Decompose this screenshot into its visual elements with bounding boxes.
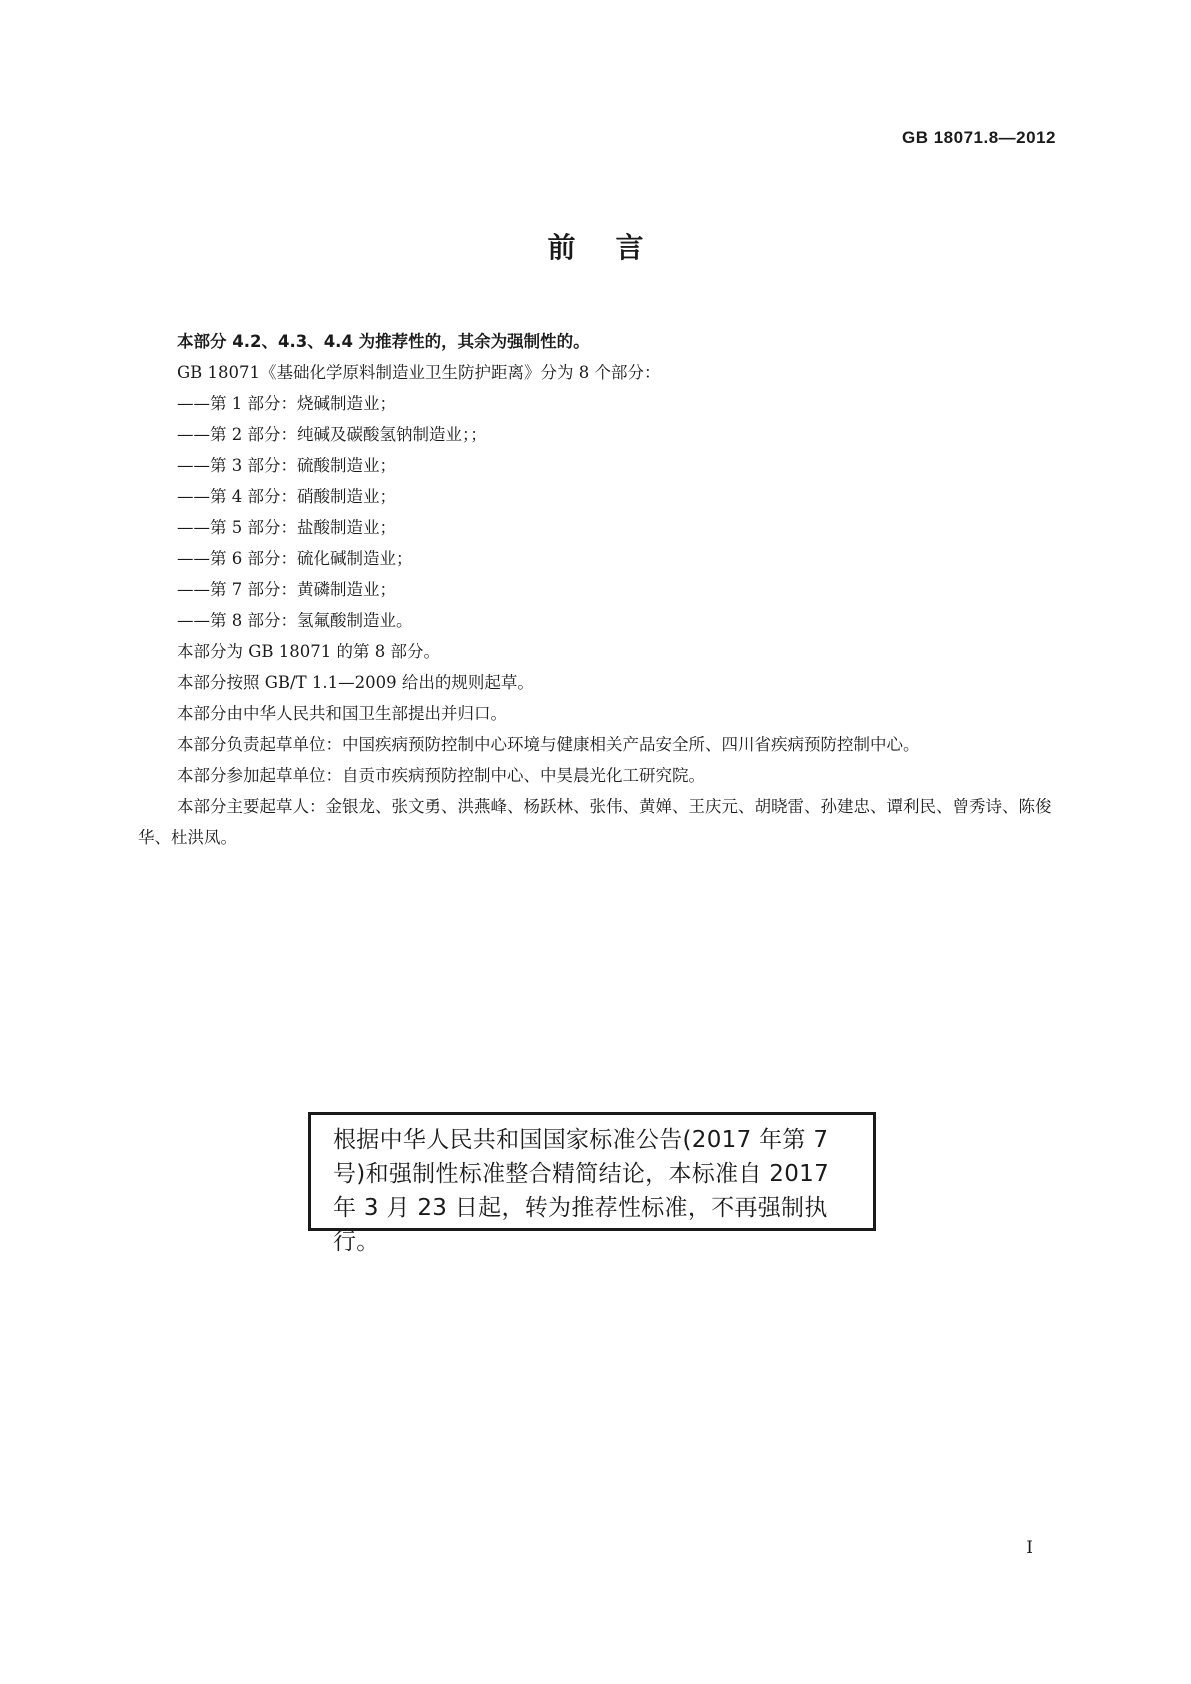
list-item-part-4: ——第 4 部分：硝酸制造业；: [177, 487, 396, 506]
paragraph-part-number: 本部分为 GB 18071 的第 8 部分。: [177, 642, 441, 661]
list-item-part-8: ——第 8 部分：氢氟酸制造业。: [177, 611, 413, 630]
list-item-part-2: ——第 2 部分：纯碱及碳酸氢钠制造业；；: [177, 425, 487, 444]
list-item-part-6: ——第 6 部分：硫化碱制造业；: [177, 549, 413, 568]
list-item-part-5: ——第 5 部分：盐酸制造业；: [177, 518, 396, 537]
paragraph-parts-intro: GB 18071《基础化学原料制造业卫生防护距离》分为 8 个部分：: [177, 363, 661, 382]
page-number: I: [1026, 1538, 1033, 1558]
paragraph-drafters: 本部分主要起草人：金银龙、张文勇、洪燕峰、杨跃林、张伟、黄婵、王庆元、胡晓雷、孙建忠、谭利民、曾秀诗、陈俊华、杜洪凤。: [138, 797, 1052, 847]
foreword-body: [138, 326, 1054, 853]
paragraph-drafting-rules: 本部分按照 GB/T 1.1—2009 给出的规则起草。: [177, 673, 534, 692]
notice-box: 根据中华人民共和国国家标准公告(2017 年第 7 号)和强制性标准整合精简结论，本标准自 2017 年 3 月 23 日起，转为推荐性标准，不再强制执行。: [308, 1112, 876, 1231]
list-item-part-3: ——第 3 部分：硫酸制造业；: [177, 456, 396, 475]
paragraph-responsible-units: 本部分负责起草单位：中国疾病预防控制中心环境与健康相关产品安全所、四川省疾病预防控制中心。: [177, 735, 920, 754]
list-item-part-1: ——第 1 部分：烧碱制造业；: [177, 394, 396, 413]
list-item-part-7: ——第 7 部分：黄磷制造业；: [177, 580, 396, 599]
paragraph-participating-units: 本部分参加起草单位：自贡市疾病预防控制中心、中昊晨光化工研究院。: [177, 766, 705, 785]
paragraph-applicability: 本部分 4.2、4.3、4.4 为推荐性的，其余为强制性的。: [177, 332, 590, 351]
paragraph-proposer: 本部分由中华人民共和国卫生部提出并归口。: [177, 704, 507, 723]
page-title: 前言: [547, 231, 684, 264]
standard-number: GB 18071.8—2012: [902, 128, 1056, 147]
